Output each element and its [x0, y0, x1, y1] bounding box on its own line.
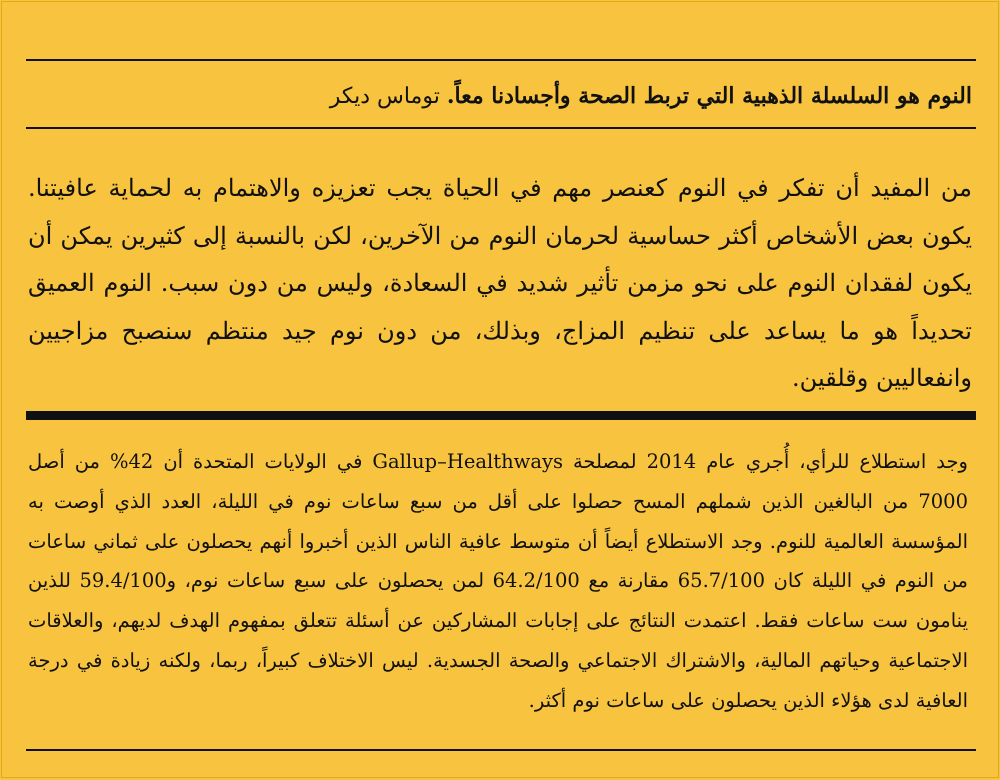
quote-author: توماس ديكر: [329, 84, 440, 109]
quote-divider: [26, 127, 976, 129]
page: [1, 1, 999, 778]
top-divider: [26, 59, 976, 61]
lead-paragraph: من المفيد أن تفكر في النوم كعنصر مهم في الحياة يجب تعزيزه والاهتمام به لحماية عافيتنا. يكون بعض الأشخاص أكثر حساسية لحرمان النوم من الآخرين، لكن بالنسبة إلى كثيرين يمكن أن يكون لفقدان النوم على نحو مزمن تأثير شديد في السعادة، وليس من دون سبب. النوم العميق تحديداً هو ما يساعد على تنظيم المزاج، وبذلك، من دون نوم جيد منتظم سنصبح مزاجيين وانفعاليين وقلقين.: [28, 174, 972, 392]
quote-text: النوم هو السلسلة الذهبية التي تربط الصحة وأجسادنا معاً.: [446, 83, 972, 109]
section-divider: [26, 411, 976, 420]
quote-line: [28, 78, 972, 115]
survey-paragraph: وجد استطلاع للرأي، أُجري عام 2014 لمصلحة Gallup–Healthways في الولايات المتحدة أن 42% من أصل 7000 من البالغين الذين شملهم المسح حصلوا على أقل من سبع ساعات نوم في الليلة، العدد الذي أوصت به المؤسسة العالمية للنوم. وجد الاستطلاع أيضاً أن متوسط عافية الناس الذين أخبروا أنهم يحصلون على ثماني ساعات من النوم في الليلة كان 65.7/100 مقارنة مع 64.2/100 لمن يحصلون على سبع ساعات نوم، و59.4/100 للذين ينامون ست ساعات فقط. اعتمدت النتائج على إجابات المشاركين عن أسئلة تتعلق بمفهوم الهدف لديهم، والعلاقات الاجتماعية وحياتهم المالية، والاشتراك الاجتماعي والصحة الجسدية. ليس الاختلاف كبيراً، ربما، ولكنه زيادة في درجة العافية لدى هؤلاء الذين يحصلون على ساعات نوم أكثر.: [28, 450, 969, 712]
bottom-divider: [26, 749, 976, 751]
